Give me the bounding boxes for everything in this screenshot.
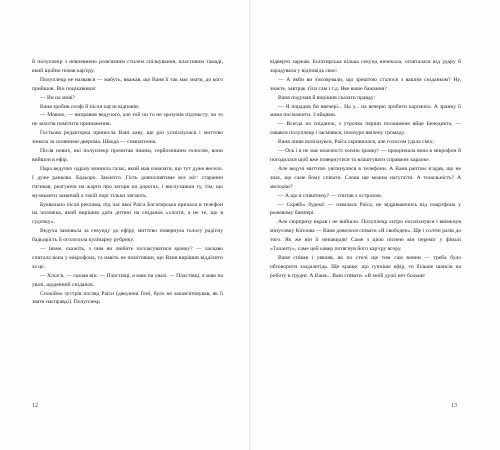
left-paragraph: — Ви на мові? <box>40 94 76 101</box>
left-paragraph: — Іване, скажіть, з чим ви любите полласуватися зранку? — ласкаво спитала вона у мікрофона, та навіть не помітивши, що Ваня вирішив відділити за це. <box>32 246 223 270</box>
right-paragraph: Але ведучі миттєво увіткнулися в телефони. А Ваня раптом згадав, що не знає, що саме йому співати. Слова ще можна нагугліти. А тональність? А мелодію? <box>270 165 461 190</box>
right-paragraph: — А якби ви з'ясовували, що зрештою сталося з вашим сніданком? Ну, знаєте, завтрак з'їси сам і т.д. Яке ваше бажання? <box>270 76 461 92</box>
page-number-right: 13 <box>451 403 457 409</box>
left-paragraph: Спокійно зустрів погляд Раїси (дякуючи Гені, було не запам'ятовував, як її звати насправді). Полуплекр <box>32 290 223 306</box>
right-paragraph: Ваня співав і уявляв, як по стелі ще тим сам вонни — треба було обговорити заздалегідь. Ще краще: що гучніше ефір, то більше шансів на роботу в грудні. А Ваня... Вані співати. «В моїй душі нет больше <box>270 254 461 279</box>
left-paragraph: Буквально після реклама, під час якої Раїса Богатирська кричала в телефон на чоловіка, який вирішив дати дитині на сніданок «хлоп'я, а не те, що в судочку». <box>32 201 223 226</box>
book-gutter <box>249 0 251 450</box>
left-paragraph: — Хлоп'я, — сказав він. — Пластівці, я маю на увазі. — Пластівці, я маю на увазі, щоденний сніданок. <box>32 272 223 288</box>
left-paragraph: й полуплекр з невпевнено розв'язним стилем спілкування, властивим тамаді, який щойно почав кар'єру. <box>32 59 223 74</box>
right-paragraph: — Я порадив би ввечері... На у... на вечерю зробити карпаччо. А зранку її мама посмажити. З яйцями. <box>270 103 461 119</box>
left-paragraph: Пара ведучих одразу вчинила галас, який мав означати, що тут дуже весело. І дуже ранково. Бадьоро. Закінчто. Гість довполнятиме все мiг: старанно гигикав, реагуючи на жарти про затори на дорогах, і вислухавши ту, тім, що музиканти зазвичай о такій порі тільки лягають. <box>32 165 223 199</box>
right-paragraph: — Скрябі» будеш! — озвалася Раїса, не відриваючись від смартфона у рожевому бампері. <box>270 201 461 217</box>
right-paragraph: — Ось і я не має власності хоплю зранку! — прокричала вона в мікрофон й погодилася щоб вже повернутися та влаштувати справжнє караоке. <box>270 148 461 163</box>
page-number-left: 12 <box>32 403 38 409</box>
right-paragraph: — Всегда на сніданок, з утрочка перши посмажене яйце Бенедикта, — озвався полуплекр і засміявся, похмуро ввічену громаду. <box>270 121 461 137</box>
right-paragraph: — А що я співатиму? — спитав з острахом. <box>278 192 383 199</box>
left-page-body <box>32 58 223 307</box>
right-paragraph: відверто заржав. Богатирська кілька секунд вичекала, оговталася від удару й зарадувала у відповідь своє: <box>270 59 461 74</box>
left-paragraph: Гостьова редакторка принесла Вані каву, ще раз усміхнулася і миттєво зникла за скляними дверима. Шкода — симпатична. <box>32 130 223 146</box>
left-paragraph: — Мовою, — виправив ведучого, але той чи то не зрозумів підтексту, чи то не захотів помітити приниження. <box>32 112 223 128</box>
right-paragraph: Але сюрпризу вкрав і не вийшло. Полуплекр хитро посміхнувся і ввімкнув мінусовку Кіплова — Ваня довелося співати «Я свободен». Ще і солтні разів до того. Як же він її ненавидів! Саме з цією піснею він переміг у фіналі «Таланту», саме цей кавер потягнув його кар'єру вгору. <box>270 219 461 253</box>
left-paragraph: Ваня зробив селфі й після паузи відповів: <box>40 103 140 110</box>
right-page-body <box>270 58 461 281</box>
left-paragraph: Полуплекр не назвався — мабуть, вважав, що Ваня її так має знати, до кого прийшов. Він поцікавився: <box>32 76 223 92</box>
left-paragraph: Після нових, які полуплекр прочитав іншим, серйознішим голосом, вони вийшли в ефір. <box>32 148 223 163</box>
left-paragraph: Ведуча замовкла за секунду до ефіру, миттєво повернула голосу радісну бадьорість й оголосила кулінарну рубрику. <box>32 228 223 244</box>
right-paragraph: Ваня подумав й вирішив сказати правду: <box>278 94 375 101</box>
right-paragraph: Ваня лише всміхнувся, Раїса скривилася, але голосом удала сміх: <box>278 139 435 146</box>
